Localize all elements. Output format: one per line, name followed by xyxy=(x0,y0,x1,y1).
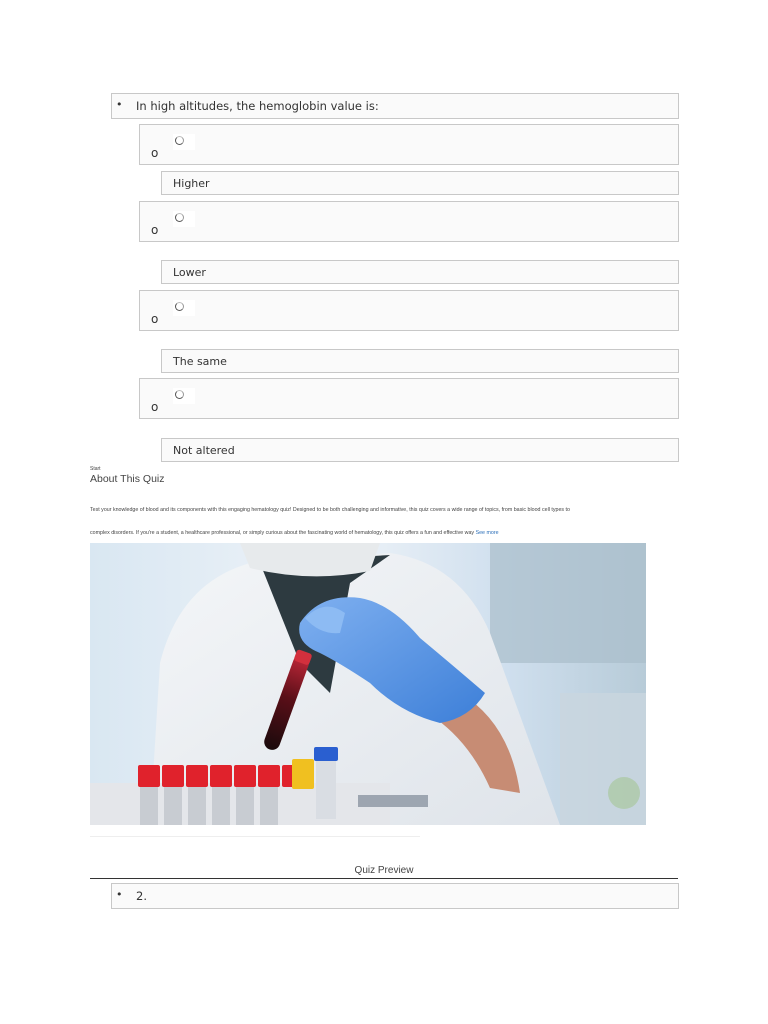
answer-label: The same xyxy=(173,355,227,368)
about-paragraph-line-1: Test your knowledge of blood and its components with this engaging hematology quiz! Designed to be both challenging and informative, this quiz covers a wide range of topics, from basic blood cell types to xyxy=(90,507,570,513)
about-heading: About This Quiz xyxy=(90,473,165,485)
preview-question-item xyxy=(111,883,679,909)
option-row xyxy=(139,290,679,331)
question-item xyxy=(111,93,679,119)
quiz-preview-title: Quiz Preview xyxy=(354,865,414,876)
option-row xyxy=(139,124,679,165)
list-bullet: • xyxy=(116,888,123,901)
option-row xyxy=(139,201,679,242)
answer-label: Lower xyxy=(173,266,206,279)
radio-circle-icon xyxy=(175,213,184,222)
lab-technician-blood-sample-photo xyxy=(90,543,646,825)
question-text: In high altitudes, the hemoglobin value is: xyxy=(136,99,379,113)
start-label[interactable]: Start xyxy=(90,466,101,472)
about-paragraph-line-2 xyxy=(90,530,499,536)
preview-question-number: 2. xyxy=(136,889,147,903)
radio-circle-icon xyxy=(175,136,184,145)
answer-label-box[interactable] xyxy=(161,438,679,462)
radio-button[interactable] xyxy=(173,134,195,150)
option-row xyxy=(139,378,679,419)
answer-label: Higher xyxy=(173,177,210,190)
see-more-link[interactable]: See more xyxy=(475,530,499,536)
radio-button[interactable] xyxy=(173,388,195,404)
image-divider xyxy=(90,836,420,837)
answer-label-box[interactable] xyxy=(161,171,679,195)
answer-label: Not altered xyxy=(173,444,235,457)
radio-circle-icon xyxy=(175,390,184,399)
quiz-preview-rule xyxy=(90,878,678,879)
option-marker: o xyxy=(151,400,159,414)
answer-label-box[interactable] xyxy=(161,349,679,373)
answer-label-box[interactable] xyxy=(161,260,679,284)
list-bullet: • xyxy=(116,98,123,111)
option-marker: o xyxy=(151,312,159,326)
option-marker: o xyxy=(151,146,159,160)
radio-button[interactable] xyxy=(173,300,195,316)
radio-button[interactable] xyxy=(173,211,195,227)
radio-circle-icon xyxy=(175,302,184,311)
option-marker: o xyxy=(151,223,159,237)
about-paragraph-text: complex disorders. If you're a student, a healthcare professional, or simply curious about the fascinating world of hematology, this quiz offers a fun and effective way xyxy=(90,530,475,536)
